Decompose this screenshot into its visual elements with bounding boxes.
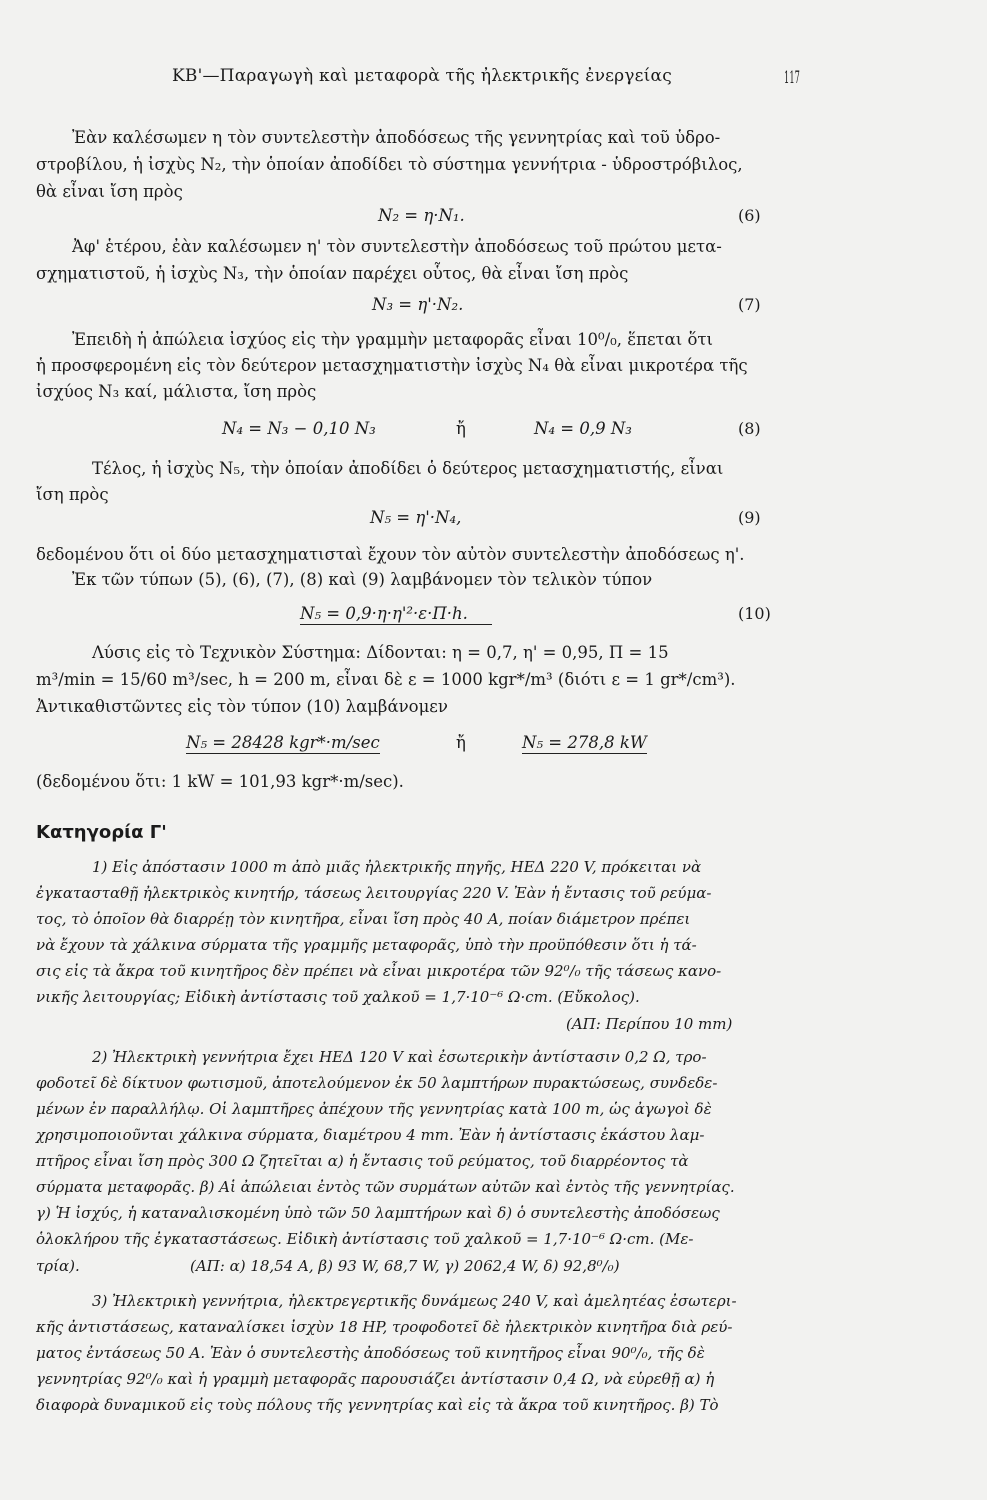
equation-6: N₂ = η·N₁. [378, 206, 465, 225]
text-line: σχηματιστοῦ, ἡ ἰσχὺς N₃, τὴν ὁποίαν παρέχει οὗτος, θὰ εἶναι ἴση πρὸς [36, 264, 629, 283]
problem-line: νικῆς λειτουργίας; Εἰδικὴ ἀντίστασις τοῦ χαλκοῦ = 1,7·10⁻⁶ Ω·cm. (Εὔκολος). [36, 988, 640, 1006]
section-heading: Κατηγορία Γ' [36, 822, 167, 843]
problem-line: ὁλοκλήρου τῆς ἐγκαταστάσεως. Εἰδικὴ ἀντίστασις τοῦ χαλκοῦ = 1,7·10⁻⁶ Ω·cm. (Με- [36, 1230, 694, 1248]
text-line: Ἐκ τῶν τύπων (5), (6), (7), (8) καὶ (9) λαμβάνομεν τὸν τελικὸν τύπον [72, 570, 653, 589]
problem-line: 2) Ἠλεκτρικὴ γεννήτρια ἔχει ΗΕΔ 120 V καὶ ἐσωτερικὴν ἀντίστασιν 0,2 Ω, τρο- [92, 1048, 707, 1066]
problem-line: φοδοτεῖ δὲ δίκτυον φωτισμοῦ, ἀποτελούμενον ἐκ 50 λαμπτήρων πυρακτώσεως, συνδεδε- [36, 1074, 718, 1092]
text-line: Τέλος, ἡ ἰσχὺς N₅, τὴν ὁποίαν ἀποδίδει ὁ δεύτερος μετασχηματιστής, εἶναι [92, 459, 724, 478]
equation-9: N₅ = η'·N₄, [370, 508, 462, 527]
text-line: m³/min = 15/60 m³/sec, h = 200 m, εἶναι δὲ ε = 1000 kgr*/m³ (διότι ε = 1 gr*/cm³). [36, 670, 736, 689]
equation-8b: N₄ = 0,9 N₃ [534, 419, 632, 438]
result-b: N₅ = 278,8 kW [522, 733, 647, 752]
problem-line: γ) Ἡ ἰσχύς, ἡ καταναλισκομένη ὑπὸ τῶν 50 λαμπτήρων καὶ δ) ὁ συντελεστὴς ἀποδόσεως [36, 1204, 720, 1222]
problem-line: ἐγκατασταθῇ ἠλεκτρικὸς κινητήρ, τάσεως λειτουργίας 220 V. Ἐὰν ἡ ἔντασις τοῦ ρεύμα- [36, 884, 712, 902]
equation-7-number: (7) [738, 295, 761, 314]
page-number: 117 [784, 68, 801, 88]
problem-line: γεννητρίας 92⁰/₀ καὶ ἡ γραμμὴ μεταφορᾶς παρουσιάζει ἀντίστασιν 0,4 Ω, νὰ εὑρεθῇ α) ἡ [36, 1370, 715, 1388]
text-line: ἴση πρὸς [36, 485, 109, 504]
problem-line: τος, τὸ ὁποῖον θὰ διαρρέῃ τὸν κινητῆρα, εἶναι ἴση πρὸς 40 A, ποίαν διάμετρον πρέπει [36, 910, 691, 928]
problem-line: νὰ ἔχουν τὰ χάλκινα σύρματα τῆς γραμμῆς μεταφορᾶς, ὑπὸ τὴν προϋπόθεσιν ὅτι ἡ τά- [36, 936, 697, 954]
problem-line: κῆς ἀντιστάσεως, καταναλίσκει ἰσχὺν 18 HP, τροφοδοτεῖ δὲ ἠλεκτρικὸν κινητῆρα διὰ ρεύ- [36, 1318, 733, 1336]
problem-line: 3) Ἠλεκτρικὴ γεννήτρια, ἠλεκτρεγερτικῆς δυνάμεως 240 V, καὶ ἀμελητέας ἐσωτερι- [92, 1292, 737, 1310]
text-line: Ἐὰν καλέσωμεν η τὸν συντελεστὴν ἀποδόσεως τῆς γεννητρίας καὶ τοῦ ὑδρο- [72, 128, 721, 147]
problem-1-answer: (ΑΠ: Περίπου 10 mm) [566, 1015, 733, 1033]
equation-8a: N₄ = N₃ − 0,10 N₃ [222, 419, 376, 438]
problem-line: σις εἰς τὰ ἄκρα τοῦ κινητῆρος δὲν πρέπει νὰ εἶναι μικροτέρα τῶν 92⁰/₀ τῆς τάσεως κανο- [36, 962, 722, 980]
running-header: ΚΒ'—Παραγωγὴ καὶ μεταφορὰ τῆς ἠλεκτρικῆς ἐνεργείας [172, 66, 672, 86]
equation-8-or: ἤ [456, 419, 466, 438]
equation-10-number: (10) [738, 604, 771, 623]
problem-line: διαφορὰ δυναμικοῦ εἰς τοὺς πόλους τῆς γεννητρίας καὶ εἰς τὰ ἄκρα τοῦ κινητῆρος. β) Τὸ [36, 1396, 719, 1414]
text-line: στροβίλου, ἡ ἰσχὺς N₂, τὴν ὁποίαν ἀποδίδει τὸ σύστημα γεννήτρια - ὑδροστρόβιλος, [36, 155, 743, 174]
result-a: N₅ = 28428 kgr*·m/sec [186, 733, 380, 752]
text-line: Λύσις εἰς τὸ Τεχνικὸν Σύστημα: Δίδονται: η = 0,7, η' = 0,95, Π = 15 [92, 643, 669, 662]
text-line: Ἀντικαθιστῶντες εἰς τὸν τύπον (10) λαμβάνομεν [36, 697, 448, 716]
problem-line: ματος ἐντάσεως 50 A. Ἐὰν ὁ συντελεστὴς ἀποδόσεως τοῦ κινητῆρος εἶναι 90⁰/₀, τῆς δὲ [36, 1344, 705, 1362]
text-line: Ἀφ' ἑτέρου, ἐὰν καλέσωμεν η' τὸν συντελεστὴν ἀποδόσεως τοῦ πρώτου μετα- [72, 237, 722, 256]
problem-line: χρησιμοποιοῦνται χάλκινα σύρματα, διαμέτρου 4 mm. Ἐὰν ἡ ἀντίστασις ἑκάστου λαμ- [36, 1126, 705, 1144]
equation-9-number: (9) [738, 508, 761, 527]
problem-line: σύρματα μεταφορᾶς. β) Αἱ ἀπώλειαι ἐντὸς τῶν συρμάτων αὐτῶν καὶ ἐντὸς τῆς γεννητρίας. [36, 1178, 735, 1196]
problem-2-answer: (ΑΠ: α) 18,54 A, β) 93 W, 68,7 W, γ) 2062,4 W, δ) 92,8⁰/₀) [190, 1257, 620, 1275]
text-line: θὰ εἶναι ἴση πρὸς [36, 182, 183, 201]
text-line: (δεδομένου ὅτι: 1 kW = 101,93 kgr*·m/sec). [36, 772, 404, 791]
equation-10: N₅ = 0,9·η·η'²·ε·Π·h. [300, 604, 492, 625]
problem-line: τρία). [36, 1257, 80, 1275]
text-line: ἰσχύος N₃ καί, μάλιστα, ἴση πρὸς [36, 382, 317, 401]
equation-8-number: (8) [738, 419, 761, 438]
text-line: ἡ προσφερομένη εἰς τὸν δεύτερον μετασχηματιστὴν ἰσχὺς N₄ θὰ εἶναι μικροτέρα τῆς [36, 356, 748, 375]
problem-line: πτῆρος εἶναι ἴση πρὸς 300 Ω ζητεῖται α) ἡ ἔντασις τοῦ ρεύματος, τοῦ διαρρέοντος τὰ [36, 1152, 689, 1170]
equation-7: N₃ = η'·N₂. [372, 295, 464, 314]
problem-line: 1) Εἰς ἀπόστασιν 1000 m ἀπὸ μιᾶς ἠλεκτρικῆς πηγῆς, ΗΕΔ 220 V, πρόκειται νὰ [92, 858, 702, 876]
text-line: δεδομένου ὅτι οἱ δύο μετασχηματισταὶ ἔχουν τὸν αὐτὸν συντελεστὴν ἀποδόσεως η'. [36, 545, 745, 564]
result-or: ἤ [456, 733, 466, 752]
equation-6-number: (6) [738, 206, 761, 225]
text-line: Ἐπειδὴ ἡ ἀπώλεια ἰσχύος εἰς τὴν γραμμὴν μεταφορᾶς εἶναι 10⁰/₀, ἕπεται ὅτι [72, 330, 714, 349]
problem-line: μένων ἐν παραλλήλῳ. Οἱ λαμπτῆρες ἀπέχουν τῆς γεννητρίας κατὰ 100 m, ὡς ἀγωγοὶ δὲ [36, 1100, 712, 1118]
